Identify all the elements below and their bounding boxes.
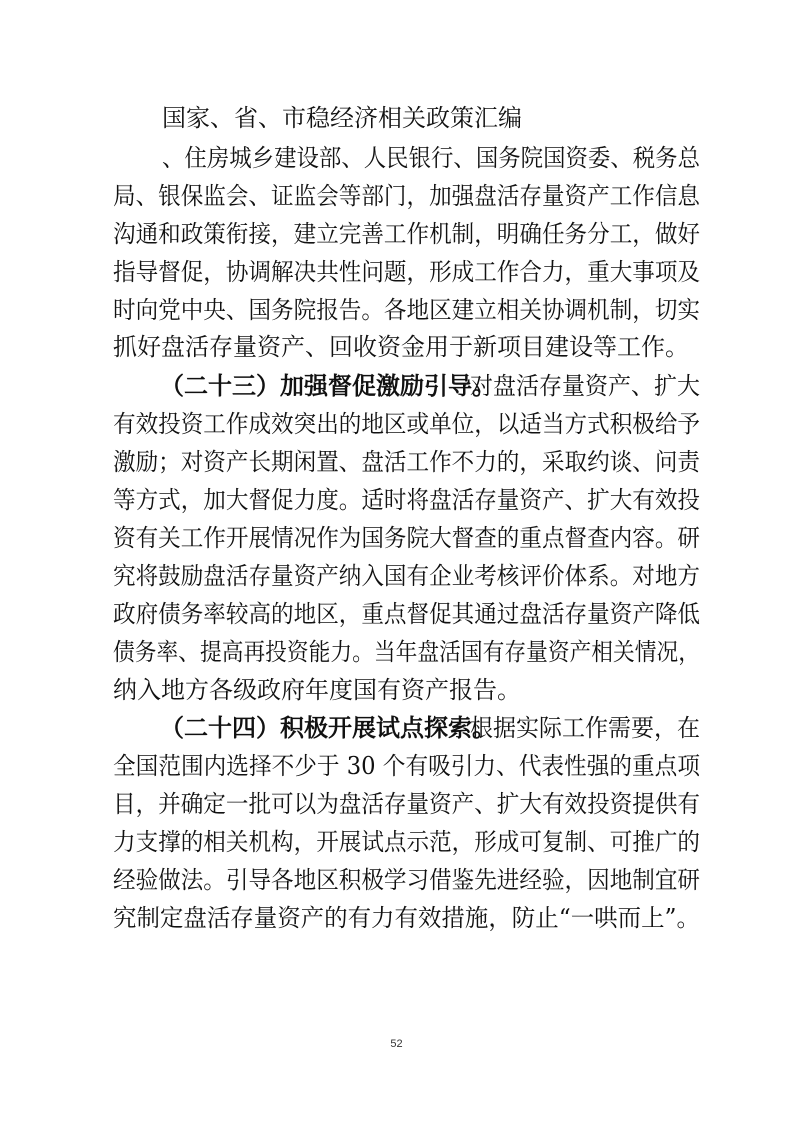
text-line (0, 480, 793, 520)
text-line (0, 404, 793, 444)
text-line (0, 290, 793, 330)
text-line (0, 138, 793, 178)
text-line (0, 366, 793, 406)
text-line (0, 670, 793, 710)
text-span: 根据实际工作需要，在 (470, 714, 700, 742)
text-span: 经验做法。引导各地区积极学习借鉴先进经验，因地制宜研 (113, 866, 700, 894)
text-line (0, 708, 793, 748)
text-span: 究将鼓励盘活存量资产纳入国有企业考核评价体系。对地方 (113, 562, 700, 590)
text-span: 债务率、提高再投资能力。当年盘活国有存量资产相关情况， (113, 638, 700, 666)
page-number: 52 (390, 1038, 403, 1050)
text-line (0, 632, 793, 672)
text-line (0, 898, 793, 938)
section-heading: （二十四）积极开展试点探索。 (160, 713, 496, 742)
header-title: 国家、省、市稳经济相关政策汇编 (162, 104, 522, 132)
text-line (0, 518, 793, 558)
text-line (0, 860, 793, 900)
text-span: 目，并确定一批可以为盘活存量资产、扩大有效投资提供有 (113, 790, 700, 818)
text-line (0, 176, 793, 216)
text-line (0, 746, 793, 786)
text-span: 、住房城乡建设部、人民银行、国务院国资委、税务总 (162, 144, 700, 172)
text-span: 政府债务率较高的地区，重点督促其通过盘活存量资产降低 (113, 600, 700, 628)
text-span: 对盘活存量资产、扩大 (470, 372, 700, 400)
text-line (0, 252, 793, 292)
text-span: 局、银保监会、证监会等部门，加强盘活存量资产工作信息 (113, 182, 700, 210)
text-span: 究制定盘活存量资产的有力有效措施，防止“一哄而上”。 (113, 904, 700, 932)
running-header (0, 98, 793, 138)
text-line (0, 442, 793, 482)
text-span: 等方式，加大督促力度。适时将盘活存量资产、扩大有效投 (113, 486, 700, 514)
text-span: 全国范围内选择不少于 30 个有吸引力、代表性强的重点项 (113, 752, 700, 780)
text-span: 沟通和政策衔接，建立完善工作机制，明确任务分工，做好 (113, 220, 700, 248)
text-span: 抓好盘活存量资产、回收资金用于新项目建设等工作。 (113, 333, 689, 361)
text-line (0, 556, 793, 596)
text-span: 时向党中央、国务院报告。各地区建立相关协调机制，切实 (113, 296, 700, 324)
text-span: 纳入地方各级政府年度国有资产报告。 (113, 676, 521, 704)
text-span: 资有关工作开展情况作为国务院大督查的重点督查内容。研 (113, 524, 700, 552)
text-span: 指导督促，协调解决共性问题，形成工作合力，重大事项及 (113, 258, 700, 286)
text-line (0, 327, 793, 367)
text-span: 有效投资工作成效突出的地区或单位，以适当方式积极给予 (113, 410, 700, 438)
text-line (0, 594, 793, 634)
text-line (0, 214, 793, 254)
text-line (0, 822, 793, 862)
section-heading: （二十三）加强督促激励引导。 (160, 371, 496, 400)
text-span: 激励；对资产长期闲置、盘活工作不力的，采取约谈、问责 (113, 448, 700, 476)
text-line (0, 784, 793, 824)
text-span: 力支撑的相关机构，开展试点示范，形成可复制、可推广的 (113, 828, 700, 856)
